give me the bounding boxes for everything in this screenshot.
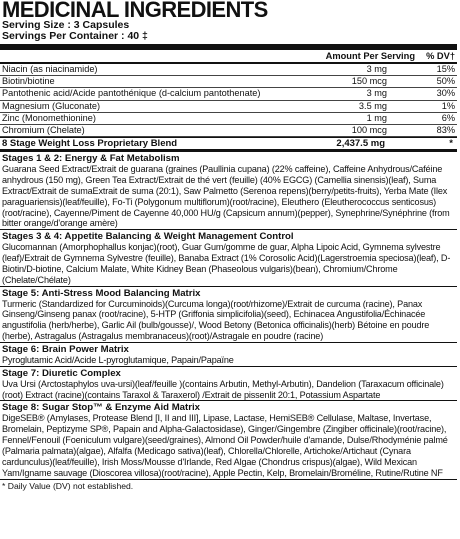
blend-amount: 2,437.5 mg	[336, 138, 385, 150]
nutrient-dv: 6%	[441, 112, 455, 123]
stage-heading: Stage 5: Anti-Stress Mood Balancing Matrix	[0, 286, 457, 299]
nutrient-row	[0, 88, 457, 100]
blend-name: 8 Stage Weight Loss Proprietary Blend	[2, 138, 178, 150]
stage-ingredients: Turmeric (Standardized for Curcuminoids)(Curcuma longa)(root/rhizome)/Extrait de curcuma (racine), Panax Ginseng/Ginseng panax (root/racine), 5-HTP (Griffonia simplicifolia)(seed), Echinacea Angustifolia/Échinacée angustifolia (herb/herbe), Garlic Ail (bulb/gousse)/, Wood Betony (Betonica officinalis)(herb) Bétoine en poudre (herbe), Astragalus (Astragalus membranaceus)(root)/Astragale en poudre (racine)	[2, 298, 430, 342]
nutrient-name: Magnesium (Gluconate)	[2, 100, 101, 111]
stage-heading: Stages 1 & 2: Energy & Fat Metabolism	[0, 151, 457, 164]
stage-heading: Stages 3 & 4: Appetite Balancing & Weight Management Control	[0, 229, 457, 242]
nutrient-amount: 3 mg	[366, 88, 387, 99]
stage-heading: Stage 8: Sugar Stop™ & Enzyme Aid Matrix	[0, 400, 457, 413]
stage-ingredients: DigeSEB® (Amylases, Protease Blend [I, II and III], Lipase, Lactase, HemiSEB® Cellulase, Maltase, Invertase, Bromelain, Peptizyme SP®, Papain and Alpha-Galactosidase), Ginger/Gingembre (Zingiber officinale)(root/racine), Fennel/Fenouil (Foeniculum vulgare)(seed/graines), Almond Oil Powder/huile d'amande, Dulse/Rhodyménie palmé (Palmaria palmata)(algae), Alfalfa (Medicago sativa)(leaf), Chlorella/Chlorelle, Artichoke/Artichaut (Cynara cardunculus)(leaf/feuille), Irish Moss/Mousse d'Irlande, Red Algae (Chondrus crispus)(algae), Wild Mexican Yam/Igname sauvage (Dioscorea villosa)(root/racine), Apple Pectin, Kelp, Bromelain/Broméline, Rutine/Rutine NF	[2, 413, 448, 478]
servings-per-container: Servings Per Container : 40 ‡	[2, 30, 148, 42]
stage-ingredients: Uva Ursi (Arctostaphylos uva-ursi)(leaf/feuille )(contains Arbutin, Methyl-Arbutin), Dandelion (Taraxacum officinale)(root) Extract (racine)(contains Taraxol & Taraxerol) /Extrait de pissenlit 20:1, Potassium Aspartate	[2, 378, 444, 400]
nutrient-amount: 3 mg	[366, 64, 387, 74]
nutrient-amount: 1 mg	[366, 112, 387, 123]
nutrient-name: Biotin/biotine	[2, 76, 55, 87]
nutrient-amount: 3.5 mg	[358, 100, 387, 111]
proprietary-blend-row	[0, 137, 457, 151]
nutrient-name: Pantothenic acid/Acide pantothénique (d-calcium pantothenate)	[2, 88, 261, 99]
serving-size: Serving Size : 3 Capsules	[2, 19, 130, 31]
footnote: * Daily Value (DV) not established.	[0, 479, 457, 491]
nutrient-name: Chromium (Chelate)	[2, 124, 85, 135]
nutrient-row	[0, 113, 457, 125]
nutrient-dv: 15%	[436, 64, 455, 74]
stage-heading: Stage 6: Brain Power Matrix	[0, 342, 457, 355]
nutrient-dv: 1%	[441, 100, 455, 111]
nutrient-amount: 100 mcg	[351, 124, 387, 135]
stage-ingredients: Guarana Seed Extract/Extrait de guarana (graines (Paullinia cupana) (22% caffeine), Caffeine Anhydrous/Caféine anhydrous (150 mg), Green Tea Extract/Extrait de thé vert (feuille) (40% EGCG) (Camellia sinensis)(leaf), Suma Extract/Extrait de sumaExtrait de suma (20:1), Saw Palmetto (Serenoa repens)(berry/petits-fruits), Yerba Mate (Ilex paraguariensis)(leaf/feuille), Fo-Ti (Polygonum multiflorum)(root/racine), Eleuthero (Eleutherococcus senticosus)(root/racine), Cayenne/Piment de Cayenne 40,000 HU/g (Capsicum annum)(pepper), Synephrine/Synéphrine (from bitter orange/d'orange amère)	[2, 164, 450, 229]
nutrient-row	[0, 64, 457, 76]
dv-column-label: % DV†	[426, 51, 455, 61]
stage-ingredients: Pyroglutamic Acid/Acide L-pyroglutamique, Papain/Papaïne	[2, 354, 234, 365]
nutrient-dv: 30%	[436, 88, 455, 99]
nutrient-amount: 150 mcg	[351, 76, 387, 87]
nutrient-row	[0, 125, 457, 137]
amount-column-label: Amount Per Serving	[325, 51, 415, 61]
nutrient-name: Niacin (as niacinamide)	[2, 64, 98, 74]
nutrient-name: Zinc (Monomethionine)	[2, 112, 96, 123]
nutrient-row	[0, 101, 457, 113]
nutrient-dv: 83%	[436, 124, 455, 135]
nutrient-dv: 50%	[436, 76, 455, 87]
stage-ingredients: Glucomannan (Amorphophallus konjac)(root), Guar Gum/gomme de guar, Alpha Lipoic Acid, Gymnema sylvestre (leaf)/Extrait de Gymnema Sylvestre (feuille), Banaba Extract (1% Corosolic Acid)(Lagerstroemia speciosa)(leaf), D-Biotin/D-biotine, Calcium Malate, White Kidney Bean (Phaseolous vulgaris)(bean), Chromium/Chrome (Chelate/Chélate)	[2, 242, 451, 285]
stage-heading: Stage 7: Diuretic Complex	[0, 366, 457, 379]
column-header	[0, 50, 457, 62]
panel-title: MEDICINAL INGREDIENTS	[2, 0, 268, 22]
nutrient-row	[0, 76, 457, 88]
blend-dv: *	[449, 138, 453, 150]
